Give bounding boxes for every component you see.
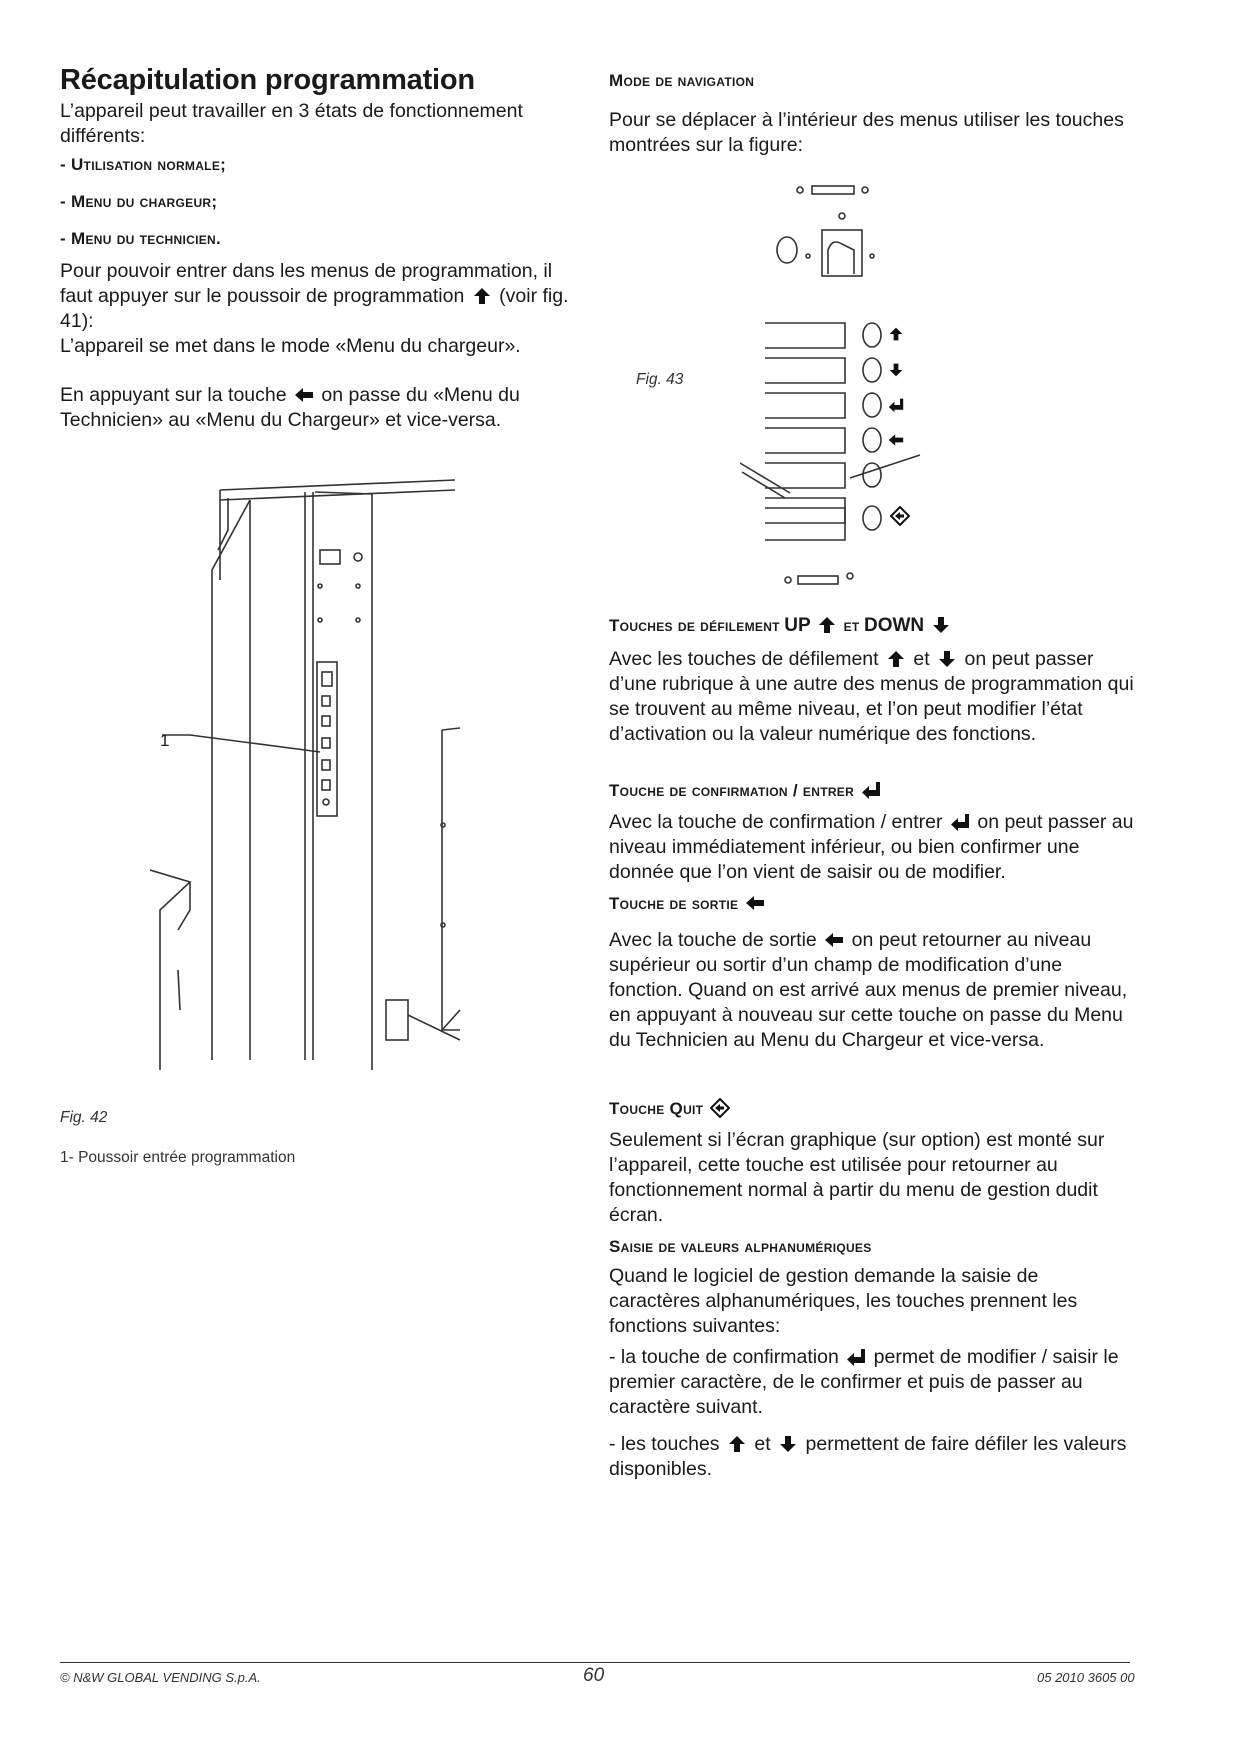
para2-b: on passe du «Menu du Technicien» au «Menu du Chargeur» et vice-versa.: [60, 384, 520, 431]
page-title: Récapitulation programmation: [60, 64, 475, 96]
fig42-legend: 1- Poussoir entrée programmation: [60, 1149, 296, 1166]
exit-arrow-icon: [824, 930, 844, 950]
intro-text: L’appareil peut travailler en 3 états de fonctionnement différents:: [60, 100, 523, 147]
fig42-machine-drawing: [150, 470, 500, 1080]
exit-arrow-icon: [745, 893, 765, 913]
arrow-up-icon: [472, 286, 492, 306]
nav-heading: Mode de navigation: [609, 71, 755, 90]
fig43-keypad-drawing: [740, 178, 940, 598]
alpha-item-scroll: [609, 1432, 1139, 1482]
exit-text-a: Avec la touche de sortie: [609, 929, 817, 951]
arrow-up-icon: [817, 615, 837, 635]
fig43-caption: Fig. 43: [636, 371, 684, 388]
alpha-item-confirm: [609, 1345, 1139, 1420]
exit-heading-label: Touche de sortie: [609, 894, 739, 913]
enter-icon: [846, 1347, 866, 1367]
enter-icon: [950, 812, 970, 832]
enter-icon: [861, 780, 881, 800]
alpha-heading: Saisie de valeurs alphanumériques: [609, 1237, 872, 1256]
scroll-text: [609, 647, 1139, 747]
state-normal: - Utilisation normale;: [60, 155, 227, 174]
exit-heading: [609, 893, 767, 914]
arrow-up-icon: [727, 1434, 747, 1454]
quit-heading-label: Touche Quit: [609, 1099, 704, 1118]
alpha-item2-and: et: [754, 1433, 771, 1455]
exit-text: [609, 928, 1139, 1053]
scroll-heading: [609, 615, 953, 637]
document-code: 05 2010 3605 00: [1037, 1670, 1135, 1685]
confirm-text: [609, 810, 1139, 885]
quit-text: Seulement si l’écran graphique (sur option) est monté sur l’appareil, cette touche est utilisée pour retourner au fonctionnement normal à partir du menu de gestion dudit écran.: [609, 1129, 1105, 1226]
scroll-heading-up: UP: [784, 615, 811, 636]
state-technician-menu: - Menu du technicien.: [60, 229, 222, 248]
footer-rule: [60, 1662, 1130, 1663]
alpha-item2-a: - les touches: [609, 1433, 720, 1455]
fig42-callout-number: 1: [160, 731, 170, 750]
arrow-down-icon: [931, 615, 951, 635]
scroll-text-and: et: [913, 648, 930, 670]
quit-heading: [609, 1098, 732, 1119]
confirm-heading: [609, 780, 883, 801]
arrow-up-icon: [886, 649, 906, 669]
para2-a: En appuyant sur la touche: [60, 384, 287, 406]
page-number: 60: [583, 1665, 605, 1686]
scroll-text-b: on peut passer d’une rubrique à une autre des menus de programmation qui se trouvent au même niveau, et l’on peut modifier l’état d’activation ou la valeur numérique des fonctions.: [609, 648, 1134, 745]
alpha-item2-b: permettent de faire défiler les valeurs disponibles.: [609, 1433, 1127, 1480]
scroll-heading-down: DOWN: [863, 615, 925, 636]
exit-text-b: on peut retourner au niveau supérieur ou sortir d’un champ de modification d’une fonction. Quand on est arrivé aux menus de premier niveau, en appuyant à nouveau sur cette touche on passe du Menu du Technicien au Menu du Chargeur et vice-versa.: [609, 929, 1128, 1051]
switch-menu-paragraph: [60, 383, 560, 433]
state-loader-menu: - Menu du chargeur;: [60, 192, 218, 211]
programming-paragraph: [60, 259, 580, 359]
scroll-heading-label: Touches de défilement: [609, 616, 780, 635]
quit-diamond-icon: [710, 1098, 730, 1118]
arrow-down-icon: [778, 1434, 798, 1454]
footer-copyright: © N&W GLOBAL VENDING S.p.A.: [60, 1670, 261, 1685]
confirm-heading-label: Touche de confirmation / entrer: [609, 781, 855, 800]
alpha-item1-a: - la touche de confirmation: [609, 1346, 839, 1368]
exit-arrow-icon: [294, 385, 314, 405]
alpha-text: Quand le logiciel de gestion demande la saisie de caractères alphanumériques, les touches prennent les fonctions suivantes:: [609, 1265, 1078, 1337]
confirm-text-a: Avec la touche de confirmation / entrer: [609, 811, 943, 833]
para1-a: Pour pouvoir entrer dans les menus de programmation, il faut appuyer sur le poussoir de programmation: [60, 260, 553, 307]
fig42-caption: Fig. 42: [60, 1109, 108, 1126]
para1-c: L’appareil se met dans le mode «Menu du chargeur».: [60, 335, 521, 357]
scroll-text-a: Avec les touches de défilement: [609, 648, 879, 670]
confirm-text-b: on peut passer au niveau immédiatement inférieur, ou bien confirmer une donnée que l’on vient de saisir ou de modifier.: [609, 811, 1134, 883]
nav-text: Pour se déplacer à l’intérieur des menus utiliser les touches montrées sur la figure:: [609, 109, 1124, 156]
arrow-down-icon: [937, 649, 957, 669]
alpha-item1-b: permet de modifier / saisir le premier caractère, de le confirmer et puis de passer au caractère suivant.: [609, 1346, 1119, 1418]
scroll-heading-and: et: [843, 616, 860, 635]
para1-b: (voir fig. 41):: [60, 285, 569, 332]
